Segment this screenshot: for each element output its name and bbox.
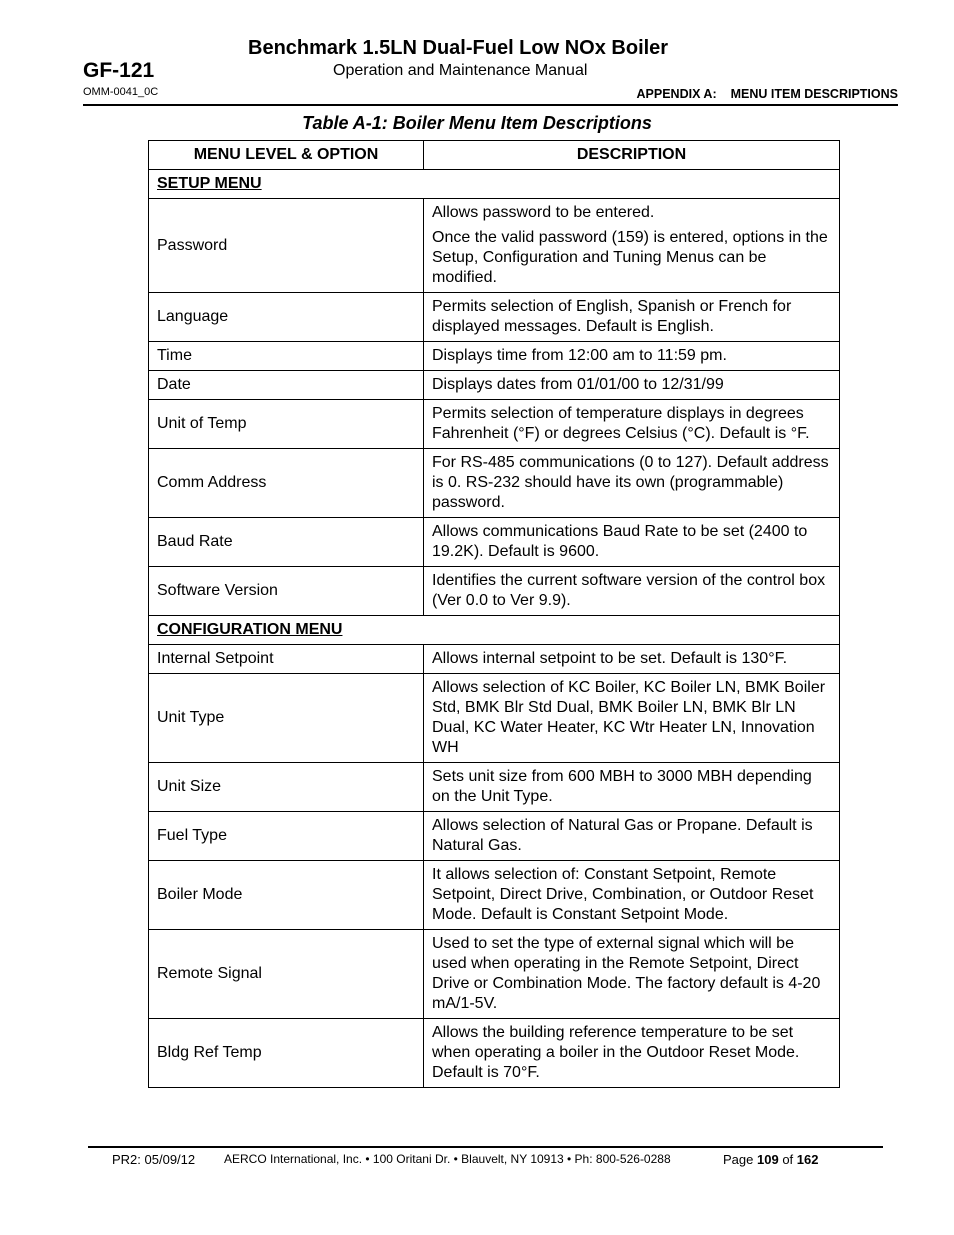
table-row (149, 371, 840, 400)
description-paragraph: Allows selection of KC Boiler, KC Boiler LN, BMK Boiler Std, BMK Blr Std Dual, BMK Boiler LN, BMK Blr LN Dual, KC Water Heater, KC Wtr Heater LN, Innovation WH (432, 679, 826, 756)
col-header-option: MENU LEVEL & OPTION (149, 141, 424, 170)
description-paragraph: Allows password to be entered. (432, 204, 655, 221)
table-row (149, 930, 840, 1019)
footer-page (723, 1152, 819, 1167)
table-row (149, 518, 840, 567)
appendix-heading (637, 87, 898, 101)
menu-description (424, 449, 840, 518)
table-row (149, 645, 840, 674)
description-paragraph: Sets unit size from 600 MBH to 3000 MBH depending on the Unit Type. (432, 768, 812, 805)
menu-description (424, 645, 840, 674)
doc-number: OMM-0041_0C (83, 86, 159, 98)
menu-description (424, 371, 840, 400)
footer-rule (88, 1146, 883, 1148)
footer-revision: PR2: 05/09/12 (112, 1152, 196, 1167)
table-row (149, 400, 840, 449)
table-row (149, 1019, 840, 1088)
table-header-row (149, 141, 840, 170)
setup-menu-row (149, 170, 840, 199)
menu-description (424, 342, 840, 371)
menu-option: Comm Address (149, 449, 424, 518)
description-paragraph: Permits selection of English, Spanish or French for displayed messages. Default is English. (432, 298, 792, 335)
footer-page-of: of (782, 1152, 794, 1167)
description-paragraph: Allows selection of Natural Gas or Propane. Default is Natural Gas. (432, 817, 813, 854)
table-body (149, 170, 840, 1088)
table-row (149, 861, 840, 930)
description-paragraph: Allows the building reference temperature to be set when operating a boiler in the Outdoor Reset Mode. Default is 70°F. (432, 1024, 800, 1081)
footer-page-total: 162 (796, 1152, 819, 1167)
table-row (149, 199, 840, 293)
menu-description (424, 861, 840, 930)
footer-company: AERCO International, Inc. • 100 Oritani Dr. • Blauvelt, NY 10913 • Ph: 800-526-0288 (224, 1152, 671, 1166)
table-caption: Table A-1: Boiler Menu Item Descriptions (302, 113, 652, 133)
menu-option: Date (149, 371, 424, 400)
menu-description (424, 674, 840, 763)
page-title: Benchmark 1.5LN Dual-Fuel Low NOx Boiler (248, 37, 669, 59)
menu-option: Software Version (149, 567, 424, 616)
menu-option: Time (149, 342, 424, 371)
menu-description (424, 1019, 840, 1088)
menu-option: Baud Rate (149, 518, 424, 567)
menu-option: Language (149, 293, 424, 342)
menu-option: Remote Signal (149, 930, 424, 1019)
menu-option: Unit of Temp (149, 400, 424, 449)
description-paragraph: Displays time from 12:00 am to 11:59 pm. (432, 347, 727, 364)
appendix-title: MENU ITEM DESCRIPTIONS (730, 87, 898, 101)
menu-description (424, 518, 840, 567)
menu-option: Fuel Type (149, 812, 424, 861)
menu-description (424, 930, 840, 1019)
description-paragraph: For RS-485 communications (0 to 127). Default address is 0. RS-232 should have its own (programmable) password. (432, 454, 829, 511)
menu-description (424, 400, 840, 449)
table-row (149, 763, 840, 812)
table-row (149, 567, 840, 616)
menu-description (424, 763, 840, 812)
menu-item-table (148, 140, 840, 1088)
description-paragraph: Permits selection of temperature displays in degrees Fahrenheit (°F) or degrees Celsius (°C). Default is °F. (432, 405, 810, 442)
appendix-label: APPENDIX A: (636, 87, 717, 101)
description-paragraph: Once the valid password (159) is entered, options in the Setup, Configuration and Tuning Menus can be modified. (432, 229, 828, 286)
table-row (149, 812, 840, 861)
footer-page-number: 109 (757, 1152, 779, 1167)
configuration-menu-row (149, 616, 840, 645)
menu-description (424, 567, 840, 616)
footer-page-label: Page (723, 1152, 754, 1167)
menu-description (424, 293, 840, 342)
menu-option: Unit Type (149, 674, 424, 763)
description-paragraph: Identifies the current software version of the control box (Ver 0.0 to Ver 9.9). (432, 572, 826, 609)
menu-option: Internal Setpoint (149, 645, 424, 674)
page-subtitle: Operation and Maintenance Manual (333, 62, 588, 79)
menu-option: Boiler Mode (149, 861, 424, 930)
description-paragraph: Used to set the type of external signal which will be used when operating in the Remote Setpoint, Direct Drive or Combination Mode. The factory default is 4-20 mA/1-5V. (432, 935, 821, 1012)
setup-menu-heading: SETUP MENU (149, 170, 840, 199)
description-paragraph: Allows communications Baud Rate to be set (2400 to 19.2K). Default is 9600. (432, 523, 808, 560)
menu-description (424, 199, 840, 293)
description-paragraph: Displays dates from 01/01/00 to 12/31/99 (432, 376, 724, 393)
table-row (149, 674, 840, 763)
configuration-menu-heading: CONFIGURATION MENU (149, 616, 840, 645)
description-paragraph: It allows selection of: Constant Setpoint, Remote Setpoint, Direct Drive, Combination, or Outdoor Reset Mode. Default is Constant Setpoint Mode. (432, 866, 814, 923)
menu-description (424, 812, 840, 861)
table-row (149, 449, 840, 518)
col-header-description: DESCRIPTION (424, 141, 840, 170)
menu-option: Unit Size (149, 763, 424, 812)
header-rule-left (83, 104, 150, 106)
table-row (149, 293, 840, 342)
table-row (149, 342, 840, 371)
description-paragraph: Allows internal setpoint to be set. Default is 130°F. (432, 650, 788, 667)
header-rule (150, 104, 898, 106)
menu-option: Bldg Ref Temp (149, 1019, 424, 1088)
menu-option: Password (149, 199, 424, 293)
doc-code: GF-121 (83, 59, 155, 82)
